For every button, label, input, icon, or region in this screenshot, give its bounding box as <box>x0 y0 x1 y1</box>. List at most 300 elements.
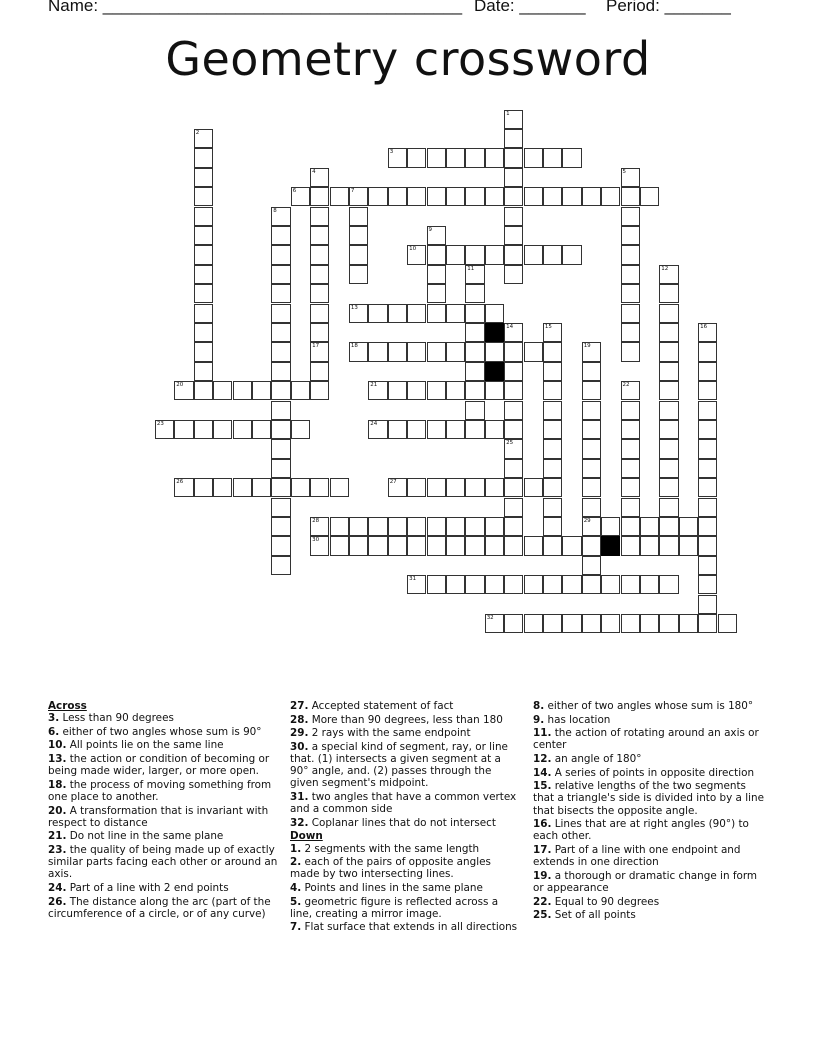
crossword-cell[interactable] <box>271 459 290 478</box>
crossword-cell[interactable] <box>640 575 659 594</box>
crossword-cell[interactable] <box>543 362 562 381</box>
crossword-cell[interactable] <box>698 362 717 381</box>
crossword-cell[interactable] <box>368 187 387 206</box>
crossword-cell[interactable] <box>194 420 213 439</box>
crossword-cell[interactable] <box>446 342 465 361</box>
crossword-cell[interactable] <box>659 614 678 633</box>
crossword-cell[interactable] <box>562 536 581 555</box>
crossword-cell[interactable] <box>465 575 484 594</box>
crossword-cell[interactable] <box>213 420 232 439</box>
crossword-cell[interactable] <box>543 401 562 420</box>
crossword-cell[interactable] <box>310 362 329 381</box>
crossword-cell[interactable] <box>349 245 368 264</box>
crossword-cell[interactable] <box>310 284 329 303</box>
crossword-cell[interactable] <box>659 459 678 478</box>
crossword-cell[interactable] <box>407 536 426 555</box>
crossword-cell[interactable] <box>582 517 601 536</box>
crossword-cell[interactable] <box>698 575 717 594</box>
crossword-cell[interactable] <box>698 401 717 420</box>
crossword-cell[interactable] <box>582 536 601 555</box>
crossword-cell[interactable] <box>194 226 213 245</box>
crossword-cell[interactable] <box>698 420 717 439</box>
crossword-cell[interactable] <box>310 517 329 536</box>
crossword-cell[interactable] <box>698 342 717 361</box>
crossword-cell[interactable] <box>291 420 310 439</box>
crossword-cell[interactable] <box>271 362 290 381</box>
crossword-cell[interactable] <box>194 265 213 284</box>
crossword-cell[interactable] <box>679 536 698 555</box>
crossword-cell[interactable] <box>524 614 543 633</box>
crossword-cell[interactable] <box>543 187 562 206</box>
crossword-cell[interactable] <box>582 459 601 478</box>
crossword-cell[interactable] <box>582 575 601 594</box>
crossword-cell[interactable] <box>407 245 426 264</box>
crossword-cell[interactable] <box>562 245 581 264</box>
crossword-cell[interactable] <box>465 265 484 284</box>
crossword-cell[interactable] <box>621 575 640 594</box>
crossword-cell[interactable] <box>640 614 659 633</box>
crossword-cell[interactable] <box>388 304 407 323</box>
crossword-cell[interactable] <box>446 420 465 439</box>
crossword-cell[interactable] <box>349 207 368 226</box>
crossword-cell[interactable] <box>271 304 290 323</box>
crossword-cell[interactable] <box>349 517 368 536</box>
crossword-cell[interactable] <box>698 536 717 555</box>
crossword-cell[interactable] <box>194 323 213 342</box>
crossword-cell[interactable] <box>504 401 523 420</box>
crossword-cell[interactable] <box>504 575 523 594</box>
crossword-cell[interactable] <box>621 245 640 264</box>
crossword-cell[interactable] <box>194 284 213 303</box>
crossword-cell[interactable] <box>446 575 465 594</box>
crossword-cell[interactable] <box>582 381 601 400</box>
crossword-cell[interactable] <box>504 362 523 381</box>
clue-item <box>533 753 765 765</box>
crossword-cell[interactable] <box>330 187 349 206</box>
crossword-cell[interactable] <box>368 342 387 361</box>
crossword-cell[interactable] <box>543 536 562 555</box>
crossword-cell[interactable] <box>485 478 504 497</box>
crossword-cell[interactable] <box>659 342 678 361</box>
crossword-cell[interactable] <box>562 614 581 633</box>
clue-text: a special kind of segment, ray, or line that. (1) intersects a given segment at a 90° angle, and. (2) passes through the given segment's midpoint. <box>290 740 508 790</box>
crossword-cell[interactable] <box>698 439 717 458</box>
crossword-cell[interactable] <box>465 187 484 206</box>
crossword-cell[interactable] <box>659 517 678 536</box>
crossword-cell[interactable] <box>582 342 601 361</box>
crossword-cell[interactable] <box>427 342 446 361</box>
crossword-cell[interactable] <box>504 439 523 458</box>
crossword-cell[interactable] <box>601 187 620 206</box>
crossword-cell[interactable] <box>640 187 659 206</box>
crossword-cell[interactable] <box>485 245 504 264</box>
crossword-cell[interactable] <box>621 168 640 187</box>
crossword-cell[interactable] <box>504 110 523 129</box>
crossword-cell[interactable] <box>524 148 543 167</box>
crossword-cell[interactable] <box>388 381 407 400</box>
crossword-cell[interactable] <box>310 323 329 342</box>
crossword-cell[interactable] <box>427 148 446 167</box>
crossword-cell[interactable] <box>621 614 640 633</box>
crossword-cell[interactable] <box>524 575 543 594</box>
crossword-cell[interactable] <box>271 420 290 439</box>
crossword-cell[interactable] <box>271 536 290 555</box>
crossword-cell[interactable] <box>407 478 426 497</box>
crossword-cell[interactable] <box>601 575 620 594</box>
crossword-cell[interactable] <box>465 420 484 439</box>
crossword-cell[interactable] <box>621 207 640 226</box>
crossword-cell[interactable] <box>174 381 193 400</box>
crossword-cell[interactable] <box>543 381 562 400</box>
crossword-cell[interactable] <box>291 187 310 206</box>
crossword-cell[interactable] <box>213 381 232 400</box>
crossword-cell[interactable] <box>446 517 465 536</box>
crossword-cell[interactable] <box>465 304 484 323</box>
crossword-cell[interactable] <box>194 478 213 497</box>
crossword-cell[interactable] <box>582 614 601 633</box>
crossword-cell[interactable] <box>504 168 523 187</box>
crossword-cell[interactable] <box>659 536 678 555</box>
crossword-cell[interactable] <box>543 614 562 633</box>
crossword-cell[interactable] <box>368 381 387 400</box>
crossword-cell[interactable] <box>349 187 368 206</box>
crossword-cell[interactable] <box>310 536 329 555</box>
crossword-cell[interactable] <box>407 304 426 323</box>
crossword-cell[interactable] <box>465 517 484 536</box>
crossword-cell[interactable] <box>349 265 368 284</box>
crossword-cell[interactable] <box>368 517 387 536</box>
crossword-cell[interactable] <box>485 575 504 594</box>
crossword-cell[interactable] <box>446 148 465 167</box>
crossword-cell[interactable] <box>310 245 329 264</box>
crossword-cell[interactable] <box>407 517 426 536</box>
crossword-cell[interactable] <box>504 420 523 439</box>
crossword-cell[interactable] <box>543 575 562 594</box>
crossword-cell[interactable] <box>465 478 484 497</box>
crossword-cell[interactable] <box>659 420 678 439</box>
crossword-cell[interactable] <box>485 614 504 633</box>
crossword-cell[interactable] <box>271 265 290 284</box>
crossword-cell[interactable] <box>446 478 465 497</box>
crossword-cell[interactable] <box>504 381 523 400</box>
crossword-cell[interactable] <box>504 129 523 148</box>
crossword-cell[interactable] <box>271 284 290 303</box>
crossword-cell[interactable] <box>698 323 717 342</box>
crossword-cell[interactable] <box>659 575 678 594</box>
crossword-cell[interactable] <box>291 381 310 400</box>
crossword-cell[interactable] <box>271 556 290 575</box>
crossword-cell[interactable] <box>271 381 290 400</box>
crossword-cell[interactable] <box>659 498 678 517</box>
crossword-cell[interactable] <box>582 362 601 381</box>
crossword-cell[interactable] <box>427 381 446 400</box>
crossword-cell[interactable] <box>233 381 252 400</box>
crossword-cell[interactable] <box>233 478 252 497</box>
crossword-cell[interactable] <box>427 478 446 497</box>
crossword-cell[interactable] <box>504 342 523 361</box>
crossword-cell[interactable] <box>446 536 465 555</box>
crossword-cell[interactable] <box>465 401 484 420</box>
crossword-cell[interactable] <box>524 478 543 497</box>
crossword-cell[interactable] <box>427 245 446 264</box>
crossword-cell[interactable] <box>640 536 659 555</box>
crossword-cell[interactable] <box>407 342 426 361</box>
crossword-cell[interactable] <box>330 478 349 497</box>
crossword-cell[interactable] <box>465 245 484 264</box>
crossword-cell[interactable] <box>504 614 523 633</box>
crossword-cell[interactable] <box>543 323 562 342</box>
crossword-cell[interactable] <box>659 362 678 381</box>
crossword-cell[interactable] <box>194 362 213 381</box>
crossword-cell[interactable] <box>679 517 698 536</box>
crossword-cell[interactable] <box>543 342 562 361</box>
crossword-cell[interactable] <box>465 342 484 361</box>
crossword-cell[interactable] <box>543 439 562 458</box>
crossword-cell[interactable] <box>194 168 213 187</box>
crossword-cell[interactable] <box>485 420 504 439</box>
crossword-cell[interactable] <box>562 575 581 594</box>
crossword-cell[interactable] <box>194 304 213 323</box>
crossword-cell[interactable] <box>582 498 601 517</box>
crossword-cell[interactable] <box>349 536 368 555</box>
crossword-cell[interactable] <box>310 226 329 245</box>
crossword-cell[interactable] <box>388 536 407 555</box>
crossword-cell[interactable] <box>310 381 329 400</box>
crossword-cell[interactable] <box>659 381 678 400</box>
crossword-cell[interactable] <box>659 439 678 458</box>
crossword-cell[interactable] <box>543 498 562 517</box>
crossword-cell[interactable] <box>388 517 407 536</box>
crossword-cell[interactable] <box>155 420 174 439</box>
crossword-cell[interactable] <box>271 226 290 245</box>
crossword-cell[interactable] <box>698 459 717 478</box>
crossword-cell[interactable] <box>543 459 562 478</box>
crossword-cell[interactable] <box>446 187 465 206</box>
crossword-cell[interactable] <box>582 439 601 458</box>
crossword-cell[interactable] <box>427 284 446 303</box>
crossword-cell[interactable] <box>621 226 640 245</box>
crossword-cell[interactable] <box>427 517 446 536</box>
crossword-cell[interactable] <box>543 478 562 497</box>
crossword-cell[interactable] <box>446 304 465 323</box>
crossword-cell[interactable] <box>465 362 484 381</box>
crossword-cell[interactable] <box>485 148 504 167</box>
crossword-cell[interactable] <box>621 517 640 536</box>
crossword-cell[interactable] <box>271 245 290 264</box>
crossword-cell[interactable] <box>504 536 523 555</box>
crossword-cell[interactable] <box>718 614 737 633</box>
crossword-cell[interactable] <box>621 439 640 458</box>
crossword-cell[interactable] <box>504 148 523 167</box>
crossword-cell[interactable] <box>601 517 620 536</box>
crossword-cell[interactable] <box>504 498 523 517</box>
crossword-cell[interactable] <box>543 517 562 536</box>
crossword-cell[interactable] <box>504 517 523 536</box>
crossword-cell[interactable] <box>621 459 640 478</box>
crossword-cell[interactable] <box>485 381 504 400</box>
crossword-cell[interactable] <box>407 420 426 439</box>
crossword-cell[interactable] <box>252 478 271 497</box>
crossword-cell[interactable] <box>271 517 290 536</box>
crossword-cell[interactable] <box>310 478 329 497</box>
crossword-cell[interactable] <box>621 478 640 497</box>
crossword-cell[interactable] <box>601 614 620 633</box>
crossword-cell[interactable] <box>698 614 717 633</box>
crossword-cell[interactable] <box>621 342 640 361</box>
crossword-cell[interactable] <box>213 478 232 497</box>
crossword-cell[interactable] <box>543 245 562 264</box>
crossword-cell[interactable] <box>194 342 213 361</box>
crossword-cell[interactable] <box>485 536 504 555</box>
crossword-cell[interactable] <box>271 207 290 226</box>
crossword-cell[interactable] <box>698 498 717 517</box>
crossword-cell[interactable] <box>640 517 659 536</box>
crossword-cell[interactable] <box>524 245 543 264</box>
crossword-cell[interactable] <box>271 401 290 420</box>
crossword-cell[interactable] <box>465 536 484 555</box>
crossword-cell[interactable] <box>427 420 446 439</box>
crossword-cell[interactable] <box>271 439 290 458</box>
crossword-cell[interactable] <box>388 187 407 206</box>
crossword-cell[interactable] <box>485 517 504 536</box>
crossword-cell[interactable] <box>504 459 523 478</box>
clue-text: A transformation that is invariant with respect to distance <box>48 804 269 829</box>
crossword-cell[interactable] <box>174 478 193 497</box>
crossword-cell[interactable] <box>427 304 446 323</box>
crossword-cell[interactable] <box>562 187 581 206</box>
crossword-cell[interactable] <box>582 187 601 206</box>
crossword-cell[interactable] <box>388 342 407 361</box>
crossword-cell[interactable] <box>485 342 504 361</box>
crossword-cell[interactable] <box>524 187 543 206</box>
crossword-cell[interactable] <box>252 420 271 439</box>
crossword-cell[interactable] <box>659 265 678 284</box>
crossword-cell[interactable] <box>504 478 523 497</box>
crossword-cell[interactable] <box>659 478 678 497</box>
crossword-cell[interactable] <box>291 478 310 497</box>
crossword-cell[interactable] <box>407 381 426 400</box>
crossword-cell[interactable] <box>504 226 523 245</box>
crossword-cell[interactable] <box>465 148 484 167</box>
crossword-cell[interactable] <box>698 556 717 575</box>
crossword-cell[interactable] <box>698 595 717 614</box>
crossword-cell[interactable] <box>504 265 523 284</box>
crossword-cell[interactable] <box>621 420 640 439</box>
crossword-cell[interactable] <box>427 226 446 245</box>
crossword-cell[interactable] <box>698 381 717 400</box>
crossword-cell[interactable] <box>698 478 717 497</box>
crossword-cell[interactable] <box>330 536 349 555</box>
crossword-cell[interactable] <box>524 342 543 361</box>
crossword-cell[interactable] <box>194 148 213 167</box>
crossword-cell[interactable] <box>368 420 387 439</box>
crossword-cell[interactable] <box>252 381 271 400</box>
crossword-cell[interactable] <box>465 284 484 303</box>
crossword-cell[interactable] <box>271 342 290 361</box>
crossword-cell[interactable] <box>543 420 562 439</box>
crossword-cell[interactable] <box>582 420 601 439</box>
crossword-cell[interactable] <box>310 207 329 226</box>
crossword-cell[interactable] <box>465 381 484 400</box>
crossword-cell[interactable] <box>582 478 601 497</box>
crossword-cell[interactable] <box>504 245 523 264</box>
crossword-cell[interactable] <box>330 517 349 536</box>
crossword-cell[interactable] <box>310 304 329 323</box>
crossword-cell[interactable] <box>621 498 640 517</box>
crossword-cell[interactable] <box>271 478 290 497</box>
crossword-cell[interactable] <box>621 381 640 400</box>
crossword-cell[interactable] <box>349 304 368 323</box>
crossword-cell[interactable] <box>679 614 698 633</box>
crossword-cell[interactable] <box>310 187 329 206</box>
crossword-cell[interactable] <box>271 498 290 517</box>
crossword-cell[interactable] <box>194 381 213 400</box>
crossword-cell[interactable] <box>698 517 717 536</box>
crossword-cell[interactable] <box>621 187 640 206</box>
crossword-cell[interactable] <box>310 168 329 187</box>
crossword-cell[interactable] <box>310 265 329 284</box>
crossword-cell[interactable] <box>659 323 678 342</box>
crossword-cell[interactable] <box>194 187 213 206</box>
crossword-cell[interactable] <box>465 323 484 342</box>
crossword-cell[interactable] <box>621 401 640 420</box>
crossword-cell[interactable] <box>368 536 387 555</box>
crossword-cell[interactable] <box>194 245 213 264</box>
crossword-cell[interactable] <box>621 284 640 303</box>
crossword-cell[interactable] <box>407 575 426 594</box>
crossword-cell[interactable] <box>582 401 601 420</box>
crossword-cell[interactable] <box>427 536 446 555</box>
crossword-cell[interactable] <box>504 187 523 206</box>
crossword-cell[interactable] <box>446 381 465 400</box>
crossword-cell[interactable] <box>349 226 368 245</box>
crossword-cell[interactable] <box>349 342 368 361</box>
crossword-cell[interactable] <box>407 148 426 167</box>
crossword-cell[interactable] <box>427 187 446 206</box>
crossword-cell[interactable] <box>659 304 678 323</box>
crossword-cell[interactable] <box>543 148 562 167</box>
crossword-cell[interactable] <box>659 284 678 303</box>
crossword-cell[interactable] <box>446 245 465 264</box>
crossword-cell[interactable] <box>194 207 213 226</box>
crossword-cell[interactable] <box>562 148 581 167</box>
crossword-cell[interactable] <box>368 304 387 323</box>
crossword-cell[interactable] <box>524 536 543 555</box>
crossword-cell[interactable] <box>427 575 446 594</box>
crossword-cell[interactable] <box>388 148 407 167</box>
crossword-cell[interactable] <box>388 420 407 439</box>
crossword-cell[interactable] <box>407 187 426 206</box>
crossword-cell[interactable] <box>621 304 640 323</box>
crossword-cell[interactable] <box>271 323 290 342</box>
clue-text: Coplanar lines that do not intersect <box>308 816 496 829</box>
crossword-cell[interactable] <box>621 265 640 284</box>
crossword-cell[interactable] <box>388 478 407 497</box>
crossword-cell[interactable] <box>621 323 640 342</box>
crossword-cell[interactable] <box>659 401 678 420</box>
crossword-cell[interactable] <box>582 556 601 575</box>
crossword-cell[interactable] <box>310 342 329 361</box>
crossword-cell[interactable] <box>233 420 252 439</box>
crossword-cell[interactable] <box>504 323 523 342</box>
crossword-cell[interactable] <box>485 187 504 206</box>
crossword-cell[interactable] <box>485 304 504 323</box>
crossword-cell[interactable] <box>427 265 446 284</box>
crossword-cell[interactable] <box>504 207 523 226</box>
crossword-cell[interactable] <box>621 536 640 555</box>
crossword-cell[interactable] <box>194 129 213 148</box>
crossword-cell[interactable] <box>174 420 193 439</box>
